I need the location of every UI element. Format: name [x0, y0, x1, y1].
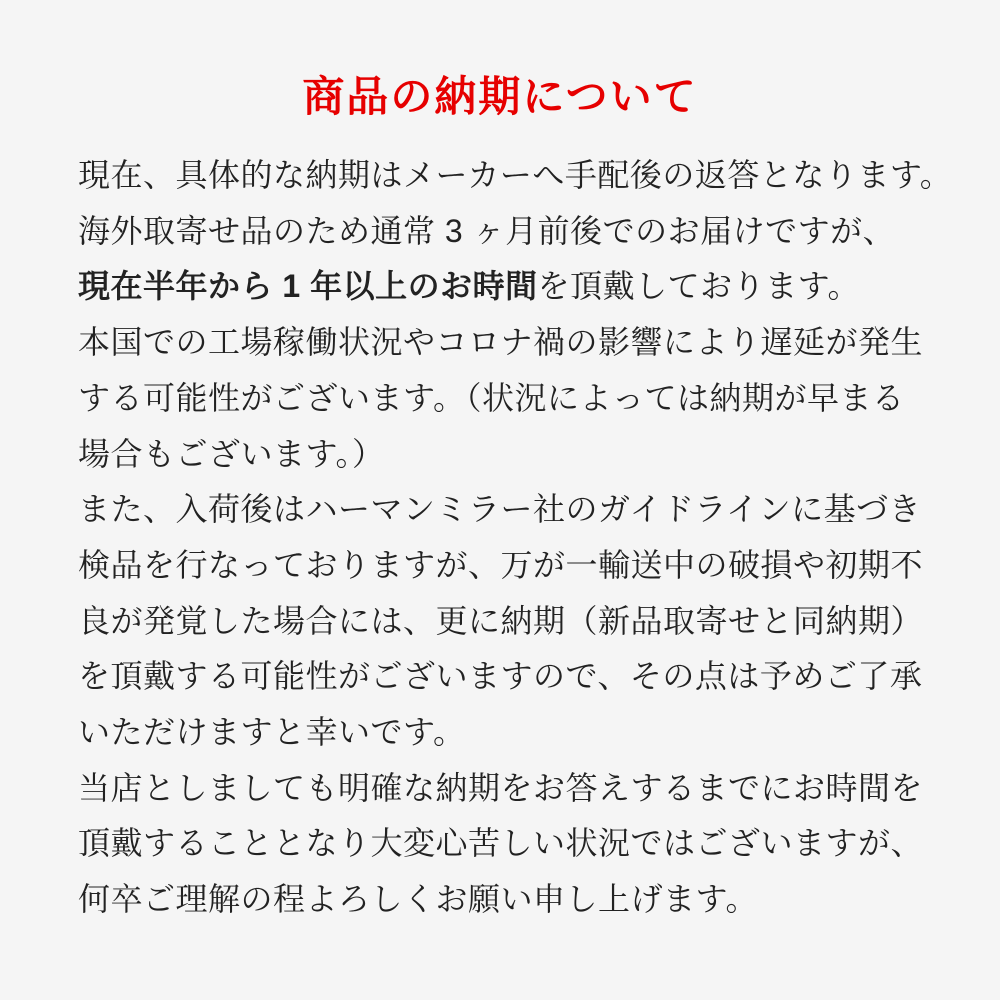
text-line [78, 315, 938, 371]
body-text: 良が発覚した場合には、更に納期（新品取寄せと同納期） [78, 602, 924, 639]
body-text: 海外取寄せ品のため通常 3 ヶ月前後でのお届けですが、 [78, 212, 896, 249]
page-title: 商品の納期について [302, 73, 698, 120]
text-line [78, 482, 938, 538]
text-line [78, 649, 938, 705]
body-text: 現在、具体的な納期はメーカーへ手配後の返答となります。 [78, 157, 953, 193]
body-text: 本国での工場稼働状況やコロナ禍の影響により遅延が発生 [78, 324, 924, 361]
emphasized-text: 現在半年から 1 年以上のお時間 [78, 268, 538, 305]
text-line [78, 705, 938, 761]
notice-body [78, 148, 953, 928]
text-line [78, 371, 938, 427]
body-text: を頂戴しております。 [537, 268, 861, 305]
body-text: 場合もございます。） [78, 435, 385, 472]
text-line [78, 872, 938, 928]
text-line [78, 594, 938, 650]
body-text: する可能性がございます。（状況によっては納期が早まる [78, 379, 905, 416]
text-line [78, 816, 938, 872]
body-text: 何卒ご理解の程よろしくお願い申し上げます。 [78, 881, 758, 918]
body-text: いただけますと幸いです。 [78, 714, 466, 751]
text-line [78, 761, 938, 817]
text-line [78, 259, 938, 315]
body-text: 検品を行なっておりますが、万が一輸送中の破損や初期不 [78, 546, 924, 583]
text-line [78, 148, 953, 204]
body-text: 当店としましても明確な納期をお答えするまでにお時間を [78, 769, 924, 806]
text-line [78, 427, 938, 483]
text-line [78, 204, 938, 260]
body-text: 頂戴することとなり大変心苦しい状況ではございますが、 [78, 825, 924, 862]
body-text: また、入荷後はハーマンミラー社のガイドラインに基づき [78, 491, 922, 528]
body-text: を頂戴する可能性がございますので、その点は予めご了承 [78, 658, 923, 695]
text-line [78, 538, 938, 594]
